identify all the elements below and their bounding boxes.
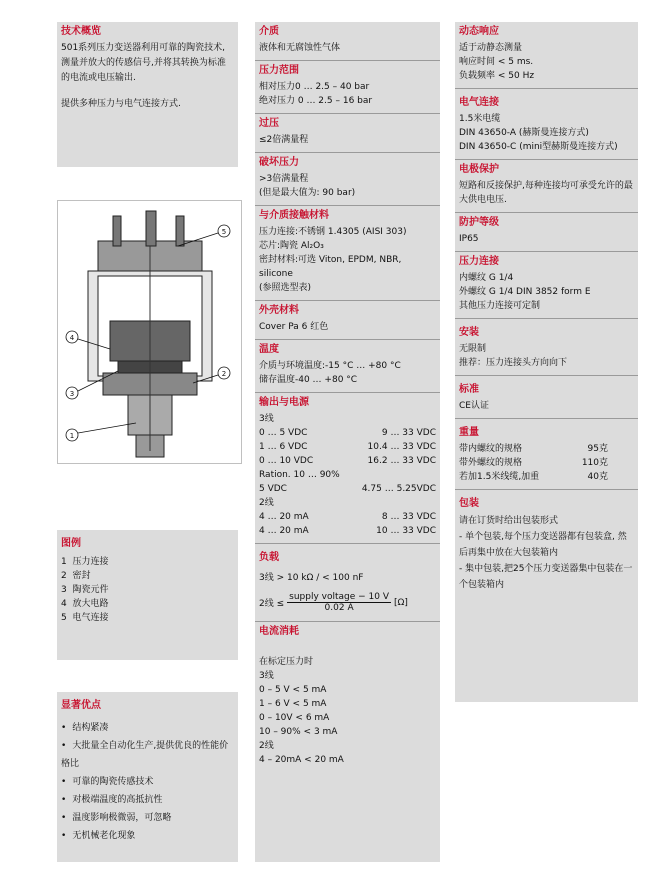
package-body: 请在订货时给出包装形式 - 单个包装,每个压力变送器都有包装盒, 然后再集中放在大包装箱内 - 集中包装,把25个压力变送器集中包装在一个包装箱内 <box>459 516 633 590</box>
wetted-title: 与介质接触材料 <box>259 210 329 221</box>
output-row: 0 … 10 VDC 16.2 … 33 VDC <box>259 456 436 466</box>
dynamic-title: 动态响应 <box>459 26 499 37</box>
legend-title: 图例 <box>61 538 81 549</box>
install-section <box>455 319 638 376</box>
install-body: 无限制 推荐：压力连接头方向向下 <box>459 344 568 368</box>
wetted-materials-section <box>255 206 440 301</box>
burst-body: >3倍满量程 (但是最大值为: 90 bar) <box>259 174 356 198</box>
pressure-connection-section <box>455 252 638 319</box>
callout-1-label: 1 <box>69 432 75 440</box>
overview-title: 技术概览 <box>61 26 101 37</box>
load-title: 负载 <box>259 552 279 563</box>
advantage-item: • 结构紧凑 <box>61 719 234 737</box>
output-row: 3线 <box>259 414 274 424</box>
current-section <box>255 622 440 786</box>
pconn-body: 内螺纹 G 1/4 外螺纹 G 1/4 DIN 3852 form E 其他压力连接可定制 <box>459 273 591 311</box>
dynamic-body: 适于动静态测量 响应时间 < 5 ms. 负载频率 < 50 Hz <box>459 43 535 81</box>
medium-title: 介质 <box>259 26 279 37</box>
legend-item: 5 电气连接 <box>61 613 109 623</box>
weight-row: 若加1.5米线缆,加重 40克 <box>459 472 608 482</box>
weight-title: 重量 <box>459 427 479 438</box>
protection-section <box>455 160 638 213</box>
housing-text: Cover Pa 6 红色 <box>259 322 329 332</box>
overpressure-section <box>255 114 440 153</box>
load-3wire: 3线 > 10 kΩ / < 100 nF <box>259 573 364 583</box>
advantages-box <box>57 692 238 862</box>
output-row: 2线 <box>259 498 274 508</box>
advantage-item: • 温度影响极微弱，可忽略 <box>61 809 234 827</box>
legend-item: 1 压力连接 <box>61 557 109 567</box>
output-title: 输出与电源 <box>259 397 309 408</box>
electrical-body: 1.5米电缆 DIN 43650-A (赫斯曼连接方式) DIN 43650-C (mini型赫斯曼连接方式) <box>459 114 618 152</box>
output-section <box>255 393 440 544</box>
callout-2-label: 2 <box>221 370 227 378</box>
advantage-item: • 可靠的陶瓷传感技术 <box>61 773 234 791</box>
temperature-body: 介质与环境温度:-15 °C … +80 °C 储存温度-40 … +80 °C <box>259 361 401 385</box>
advantage-item: • 大批量全自动化生产,提供优良的性能价格比 <box>61 737 234 773</box>
temperature-section <box>255 340 440 393</box>
package-title: 包装 <box>459 498 479 509</box>
overpressure-title: 过压 <box>259 118 279 129</box>
output-row: Ration. 10 … 90% <box>259 470 340 480</box>
sensor-cross-section-figure <box>57 200 242 464</box>
advantage-item: • 无机械老化现象 <box>61 827 234 845</box>
housing-title: 外壳材料 <box>259 305 299 316</box>
callout-5-label: 5 <box>221 228 227 236</box>
electrical-section <box>455 89 638 160</box>
advantages-title: 显著优点 <box>61 700 101 711</box>
overview-note: 提供多种压力与电气连接方式. <box>61 99 181 109</box>
callout-3-label: 3 <box>69 390 75 398</box>
ip-title: 防护等级 <box>459 217 499 228</box>
install-title: 安装 <box>459 327 479 338</box>
weight-section <box>455 419 638 490</box>
current-body: 在标定压力时 3线 0 – 5 V < 5 mA 1 – 6 V < 5 mA 0 – 10V < 6 mA 10 – 90% < 3 mA 2线 4 – 20mA < 20 mA <box>259 657 344 765</box>
spec-column-2 <box>255 22 440 862</box>
output-row: 0 … 5 VDC 9 … 33 VDC <box>259 428 436 438</box>
standard-title: 标准 <box>459 384 479 395</box>
advantage-item: • 对极端温度的高抵抗性 <box>61 791 234 809</box>
legend-item: 4 放大电路 <box>61 599 109 609</box>
wetted-body: 压力连接:不锈钢 1.4305 (AISI 303) 芯片:陶瓷 Al₂O₃ 密封材料:可选 Viton, EPDM, NBR, silicone (参照选型表) <box>259 227 407 293</box>
spec-column-3 <box>455 22 638 702</box>
weight-row: 带外螺纹的规格 110克 <box>459 458 608 468</box>
protection-text: 短路和反接保护,每种连接均可承受允许的最大供电电压. <box>459 181 633 205</box>
legend-item: 2 密封 <box>61 571 91 581</box>
ip-section <box>455 213 638 252</box>
protection-title: 电极保护 <box>459 164 499 175</box>
overpressure-text: ≤2倍满量程 <box>259 135 309 145</box>
legend-item: 3 陶瓷元件 <box>61 585 109 595</box>
housing-section <box>255 301 440 340</box>
sensor-drawing <box>58 201 241 463</box>
load-section <box>255 544 440 622</box>
temperature-title: 温度 <box>259 344 279 355</box>
burst-title: 破坏压力 <box>259 157 299 168</box>
advantages-list <box>57 715 238 851</box>
callout-4-label: 4 <box>69 334 75 342</box>
standard-section <box>455 376 638 419</box>
load-formula: 2线 ≤ $\frac{\text{supply voltage − 10 V}}{0.02 A}$ [Ω] <box>259 592 408 613</box>
current-title: 电流消耗 <box>259 626 299 637</box>
pressure-range-body: 相对压力0 … 2.5 – 40 bar 绝对压力 0 … 2.5 – 16 bar <box>259 82 373 106</box>
output-row: 1 … 6 VDC 10.4 … 33 VDC <box>259 442 436 452</box>
electrical-title: 电气连接 <box>459 97 499 108</box>
medium-section <box>255 22 440 61</box>
overview-text: 501系列压力变送器利用可靠的陶瓷技术,测量并放大的传感信号,并将其转换为标准的电流或电压输出. <box>61 43 226 83</box>
ip-text: IP65 <box>459 234 479 244</box>
legend-list <box>57 553 238 627</box>
package-section <box>455 490 638 598</box>
overview-box <box>57 22 238 167</box>
burst-section <box>255 153 440 206</box>
standard-text: CE认证 <box>459 401 489 411</box>
output-row: 5 VDC 4.75 … 5.25VDC <box>259 484 436 494</box>
output-row: 4 … 20 mA 8 … 33 VDC <box>259 512 436 522</box>
pressure-range-title: 压力范围 <box>259 65 299 76</box>
pressure-range-section <box>255 61 440 114</box>
pconn-title: 压力连接 <box>459 256 499 267</box>
dynamic-section <box>455 22 638 89</box>
medium-text: 液体和无腐蚀性气体 <box>259 43 341 53</box>
weight-row: 带内螺纹的规格 95克 <box>459 444 608 454</box>
legend-box <box>57 530 238 660</box>
output-row: 4 … 20 mA 10 … 33 VDC <box>259 526 436 536</box>
